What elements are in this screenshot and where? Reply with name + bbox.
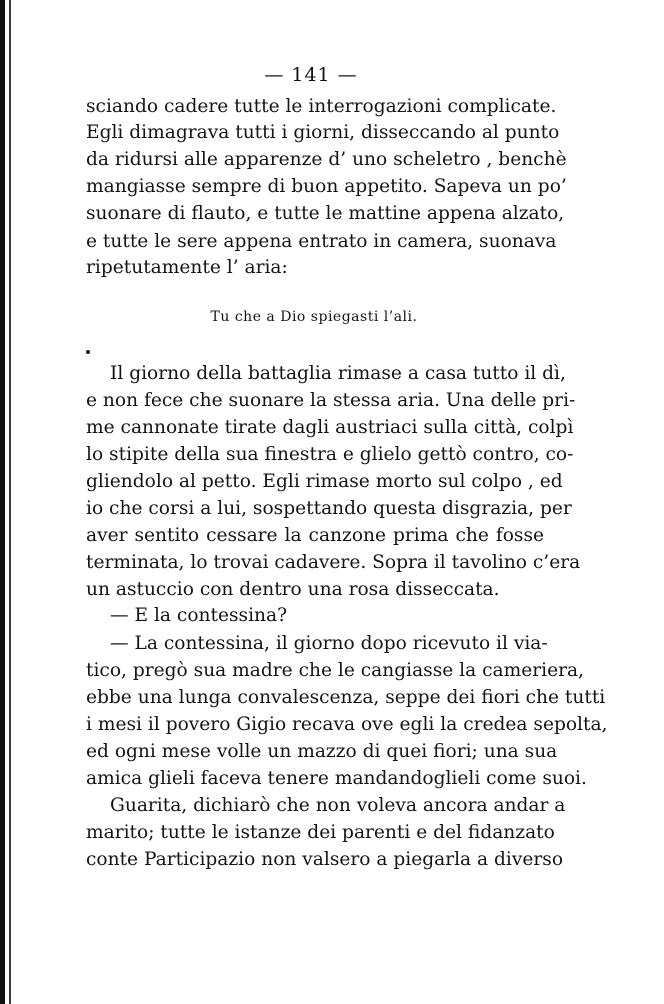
text-line: gliendolo al petto. Egli rimase morto sul colpo , ed (86, 471, 563, 492)
text-line: conte Participazio non valsero a piegarla a diverso (86, 849, 564, 870)
text-line: da ridursi alle apparenze d’ uno scheletro , benchè (86, 149, 567, 170)
text-line: ed ogni mese volle un mazzo di quei fiori; una sua (86, 741, 558, 762)
text-line: io che corsi a lui, sospettando questa disgrazia, per (86, 498, 572, 519)
text-line: amica glieli faceva tenere mandandoglieli come suoi. (86, 768, 587, 789)
text-line: tico, pregò sua madre che le cangiasse la cameriera, (86, 660, 584, 681)
text-line: suonare di flauto, e tutte le mattine appena alzato, (86, 203, 565, 224)
dialogue-line: — E la contessina? (110, 605, 288, 626)
text-line: sciando cadere tutte le interrogazioni complicate. (86, 96, 557, 117)
text-line: i mesi il povero Gigio recava ove egli la credea sepolta, (86, 714, 608, 735)
text-line: — La contessina, il giorno dopo ricevuto il via- (110, 633, 548, 654)
text-line: marito; tutte le istanze dei parenti e del fidanzato (86, 822, 555, 843)
text-line: me cannonate tirate dagli austriaci sulla città, colpì (86, 417, 574, 438)
quoted-verse: Tu che a Dio spiegasti l’ali. (210, 309, 418, 325)
text-line: ripetutamente l’ aria: (86, 257, 288, 278)
text-line: e tutte le sere appena entrato in camera, suonava (86, 231, 557, 252)
text-line: Egli dimagrava tutti i giorni, disseccando al punto (86, 122, 560, 143)
text-line: terminata, lo trovai cadavere. Sopra il tavolino c’era (86, 552, 581, 573)
page-edge-line (9, 0, 11, 1004)
text-line: mangiasse sempre di buon appetito. Sapeva un po’ (86, 176, 567, 197)
page-number: — 141 — (264, 64, 358, 86)
ink-speck (86, 350, 90, 354)
text-line: ebbe una lunga convalescenza, seppe dei fiori che tutti (86, 687, 606, 708)
page-edge-shadow (0, 0, 5, 1004)
text-line: Il giorno della battaglia rimase a casa tutto il dì, (110, 363, 566, 384)
text-line: aver sentito cessare la canzone prima che fosse (86, 525, 544, 546)
text-line: Guarita, dichiarò che non voleva ancora andar a (110, 795, 566, 816)
text-line: e non fece che suonare la stessa aria. Una delle pri- (86, 390, 576, 411)
text-line: un astuccio con dentro una rosa disseccata. (86, 579, 500, 600)
text-line: lo stipite della sua finestra e glielo gettò contro, co- (86, 444, 574, 465)
